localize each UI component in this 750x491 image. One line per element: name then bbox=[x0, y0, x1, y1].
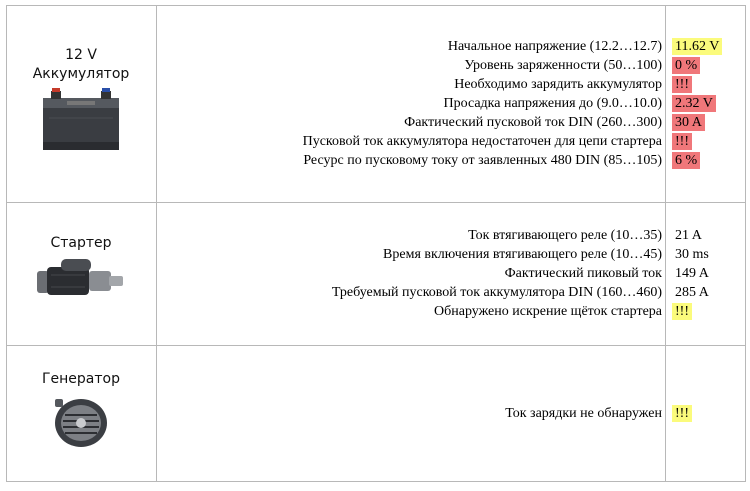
battery-value-highlighted: 30 A bbox=[672, 114, 705, 131]
car-battery-icon bbox=[39, 88, 123, 152]
starter-param-label: Фактический пиковый ток bbox=[504, 266, 662, 281]
battery-param-label: Фактический пусковой ток DIN (260…300) bbox=[404, 115, 662, 130]
starter-values bbox=[672, 226, 742, 321]
battery-voltage-label: 12 V bbox=[65, 47, 97, 63]
battery-param-label: Необходимо зарядить аккумулятор bbox=[454, 77, 662, 92]
starter-device bbox=[6, 234, 156, 299]
battery-param-label: Начальное напряжение (12.2…12.7) bbox=[447, 39, 662, 54]
starter-value: 149 A bbox=[675, 266, 709, 281]
starter-warning-value: !!! bbox=[672, 303, 692, 320]
battery-warning-value: !!! bbox=[672, 133, 692, 150]
battery-value-highlighted: 6 % bbox=[672, 152, 700, 169]
row-divider bbox=[6, 202, 746, 203]
starter-param-label: Ток втягивающего реле (10…35) bbox=[468, 228, 662, 243]
generator-warning-value: !!! bbox=[672, 405, 692, 422]
alternator-icon bbox=[46, 393, 116, 449]
starter-param-label: Требуемый пусковой ток аккумулятора DIN (160…460) bbox=[331, 285, 662, 300]
battery-warning-value: !!! bbox=[672, 76, 692, 93]
starter-value: 285 A bbox=[675, 285, 709, 300]
battery-device bbox=[6, 46, 156, 152]
battery-param-label: Просадка напряжения до (9.0…10.0) bbox=[443, 96, 662, 111]
row-divider bbox=[6, 345, 746, 346]
battery-name: Аккумулятор bbox=[32, 66, 130, 82]
generator-device bbox=[6, 370, 156, 449]
starter-value: 21 A bbox=[675, 228, 702, 243]
battery-value-highlighted: 2.32 V bbox=[672, 95, 716, 112]
generator-name: Генератор bbox=[42, 371, 120, 387]
battery-values bbox=[672, 37, 742, 170]
battery-param-label: Ресурс по пусковому току от заявленных 480 DIN (85…105) bbox=[303, 153, 662, 168]
column-divider bbox=[156, 5, 157, 482]
battery-parameters bbox=[160, 37, 662, 170]
battery-param-label: Уровень заряженности (50…100) bbox=[464, 58, 662, 73]
battery-value-highlighted: 11.62 V bbox=[672, 38, 722, 55]
starter-param-label: Время включения втягивающего реле (10…45) bbox=[383, 247, 662, 262]
generator-param-label: Ток зарядки не обнаружен bbox=[505, 406, 662, 421]
column-divider bbox=[665, 5, 666, 482]
starter-motor-icon bbox=[35, 257, 127, 299]
starter-value: 30 ms bbox=[675, 247, 709, 262]
starter-parameters bbox=[160, 226, 662, 321]
starter-param-label: Обнаружено искрение щёток стартера bbox=[434, 304, 662, 319]
battery-value-highlighted: 0 % bbox=[672, 57, 700, 74]
generator-parameters bbox=[160, 404, 662, 423]
starter-name: Стартер bbox=[50, 235, 112, 251]
battery-param-label: Пусковой ток аккумулятора недостаточен для цепи стартера bbox=[302, 134, 662, 149]
generator-values bbox=[672, 404, 742, 423]
